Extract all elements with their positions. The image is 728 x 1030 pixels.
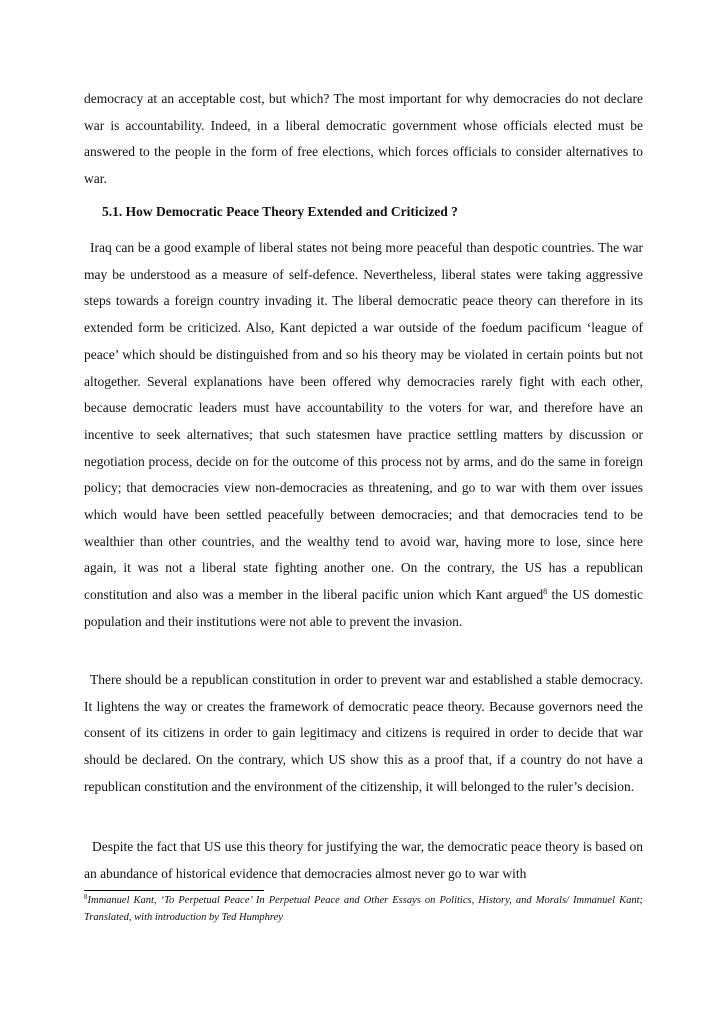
section-heading: 5.1. How Democratic Peace Theory Extended and Criticized ? bbox=[102, 204, 458, 219]
paragraph-republican-constitution: There should be a republican constitution in order to prevent war and established a stable democracy. It lightens the way or creates the framework of democratic peace theory. Because governors need the consent of its citizens in order to gain legitimacy and citizens is required in order to decide that war should be declared. On the contrary, which US show this as a proof that, if a country do not have a republican constitution and the environment of the citizenship, it will belonged to the ruler’s decision. bbox=[84, 672, 643, 794]
paragraph-historical-evidence: Despite the fact that US use this theory for justifying the war, the democratic peace theory is based on an abundance of historical evidence that democracies almost never go to war with bbox=[84, 839, 643, 881]
footnote-divider bbox=[84, 890, 264, 891]
paragraph-text: Iraq can be a good example of liberal states not being more peaceful than despotic countries. The war may be understood as a measure of self-defence. Nevertheless, liberal states were taking aggressive steps towards a foreign country invading it. The liberal democratic peace theory can therefore in its extended form be criticized. Also, Kant depicted a war outside of the foedum pacificum ‘league of peace’ which should be distinguished from and so his theory may be violated in certain points but not altogether. Several explanations have been offered why democracies rarely fight with each other, because democratic leaders must have accountability to the voters for war, and therefore have an incentive to seek alternatives; that such statesmen have practice settling matters by discussion or negotiation process, decide on for the outcome of this process not by arms, and do the same in foreign policy; that democracies view non-democracies as threatening, and go to war with them over issues which would have been settled peacefully between democracies; and that democracies tend to be wealthier than other countries, and the wealthy tend to avoid war, having more to lose, since here again, it was not a liberal state fighting another one. On the contrary, the US has a republican constitution and also was a member in the liberal pacific union which Kant argued bbox=[84, 240, 643, 603]
paragraph-text-continued: the US domestic population and their institutions were not able to prevent the invasion. bbox=[84, 587, 643, 629]
footnote-number: 8 bbox=[84, 893, 88, 901]
footnote-reference[interactable]: 8 bbox=[543, 587, 548, 597]
paragraph-iraq-example bbox=[84, 235, 643, 636]
footnote bbox=[84, 893, 643, 926]
footnote-text: Immanuel Kant, ‘To Perpetual Peace’ In Perpetual Peace and Other Essays on Politics, History, and Morals/ Immanuel Kant; Translated, with introduction by Ted Humphrey bbox=[84, 895, 643, 923]
paragraph-intro: democracy at an acceptable cost, but which? The most important for why democracies do not declare war is accountability. Indeed, in a liberal democratic government whose officials elected must be answered to the people in the form of free elections, which forces officials to consider alternatives to war. bbox=[84, 91, 643, 187]
